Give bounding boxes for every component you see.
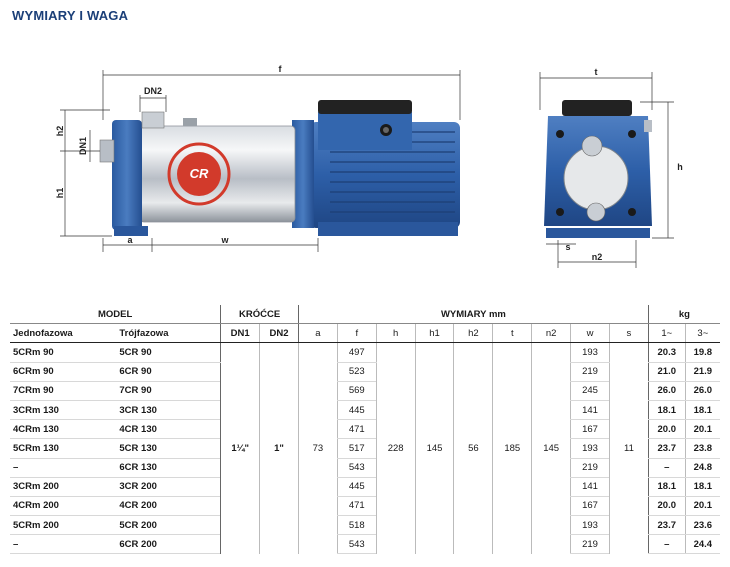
- cell-w: 193: [571, 439, 610, 458]
- cell-f: 497: [337, 343, 376, 362]
- cell-kg3: 24.8: [685, 458, 720, 477]
- cell-troj: 5CR 130: [116, 439, 220, 458]
- dim-t-label: t: [594, 67, 598, 77]
- cell-f: 523: [337, 362, 376, 381]
- cell-troj: 6CR 90: [116, 362, 220, 381]
- cell-kg1: 20.3: [648, 343, 685, 362]
- cell-n2: 145: [532, 343, 571, 554]
- cell-f: 471: [337, 496, 376, 515]
- cell-jedno: 6CRm 90: [10, 362, 116, 381]
- col-a: a: [298, 324, 337, 343]
- cr-logo: CR: [189, 166, 209, 181]
- cell-kg3: 20.1: [685, 496, 720, 515]
- cell-w: 219: [571, 362, 610, 381]
- cell-dn1: 1¼": [221, 343, 260, 554]
- cell-f: 543: [337, 535, 376, 554]
- cell-troj: 4CR 130: [116, 420, 220, 439]
- cell-kg3: 18.1: [685, 477, 720, 496]
- dim-dn2-label: DN2: [143, 86, 163, 96]
- cell-kg1: –: [648, 458, 685, 477]
- cell-jedno: –: [10, 458, 116, 477]
- cell-h2: 56: [454, 343, 493, 554]
- cell-w: 167: [571, 420, 610, 439]
- dim-s-label: s: [565, 242, 571, 252]
- group-wymiary: WYMIARY mm: [298, 305, 648, 324]
- cell-kg1: 20.0: [648, 420, 685, 439]
- col-f: f: [337, 324, 376, 343]
- cell-troj: 6CR 130: [116, 458, 220, 477]
- dim-dn1-label: DN1: [78, 136, 88, 156]
- cell-f: 543: [337, 458, 376, 477]
- cell-troj: 5CR 90: [116, 343, 220, 362]
- cell-troj: 7CR 90: [116, 381, 220, 400]
- cell-w: 193: [571, 343, 610, 362]
- cell-kg3: 23.8: [685, 439, 720, 458]
- dimensions-weight-table: [10, 305, 720, 554]
- cell-f: 517: [337, 439, 376, 458]
- col-h2: h2: [454, 324, 493, 343]
- col-h: h: [376, 324, 415, 343]
- col-t: t: [493, 324, 532, 343]
- cell-kg1: 23.7: [648, 516, 685, 535]
- cell-dn2: 1": [260, 343, 299, 554]
- col-w: w: [571, 324, 610, 343]
- col-kg3: 3~: [685, 324, 720, 343]
- cell-kg3: 19.8: [685, 343, 720, 362]
- cell-kg1: –: [648, 535, 685, 554]
- cell-jedno: 7CRm 90: [10, 381, 116, 400]
- cell-a: 73: [298, 343, 337, 554]
- cell-jedno: 4CRm 200: [10, 496, 116, 515]
- cell-kg3: 26.0: [685, 381, 720, 400]
- cell-jedno: 3CRm 200: [10, 477, 116, 496]
- cell-kg3: 21.9: [685, 362, 720, 381]
- cell-h: 228: [376, 343, 415, 554]
- front-view: [544, 100, 652, 238]
- cell-f: 471: [337, 420, 376, 439]
- cell-troj: 5CR 200: [116, 516, 220, 535]
- cell-w: 141: [571, 477, 610, 496]
- cell-kg3: 18.1: [685, 400, 720, 419]
- table-row: [10, 343, 720, 362]
- cell-f: 518: [337, 516, 376, 535]
- dim-f-label: f: [278, 64, 282, 74]
- cell-jedno: 5CRm 200: [10, 516, 116, 535]
- group-model: MODEL: [10, 305, 221, 324]
- cell-troj: 6CR 200: [116, 535, 220, 554]
- cell-jedno: 5CRm 130: [10, 439, 116, 458]
- cell-kg1: 23.7: [648, 439, 685, 458]
- cell-kg1: 26.0: [648, 381, 685, 400]
- cell-jedno: 3CRm 130: [10, 400, 116, 419]
- cell-kg1: 18.1: [648, 477, 685, 496]
- col-jednofazowa: Jednofazowa: [10, 324, 116, 343]
- dim-h1-label: h1: [55, 187, 65, 199]
- dim-w-label: w: [221, 235, 229, 245]
- cell-f: 569: [337, 381, 376, 400]
- dim-h2-label: h2: [55, 125, 65, 137]
- dim-h-label: h: [677, 162, 683, 172]
- col-dn2: DN2: [260, 324, 299, 343]
- cell-kg1: 20.0: [648, 496, 685, 515]
- dim-n2-label: n2: [591, 252, 603, 262]
- cell-troj: 3CR 200: [116, 477, 220, 496]
- col-dn1: DN1: [221, 324, 260, 343]
- cell-kg3: 23.6: [685, 516, 720, 535]
- cell-w: 167: [571, 496, 610, 515]
- cell-t: 185: [493, 343, 532, 554]
- cell-jedno: 5CRm 90: [10, 343, 116, 362]
- cell-w: 219: [571, 535, 610, 554]
- cell-f: 445: [337, 477, 376, 496]
- cell-jedno: 4CRm 130: [10, 420, 116, 439]
- cell-f: 445: [337, 400, 376, 419]
- cell-w: 245: [571, 381, 610, 400]
- group-kg: kg: [648, 305, 720, 324]
- cell-troj: 4CR 200: [116, 496, 220, 515]
- col-s: s: [609, 324, 648, 343]
- cell-kg1: 21.0: [648, 362, 685, 381]
- side-view: [100, 100, 460, 236]
- col-h1: h1: [415, 324, 454, 343]
- cell-w: 193: [571, 516, 610, 535]
- col-trojfazowa: Trójfazowa: [116, 324, 220, 343]
- col-n2: n2: [532, 324, 571, 343]
- dim-a-label: a: [127, 235, 133, 245]
- cell-jedno: –: [10, 535, 116, 554]
- cell-kg3: 20.1: [685, 420, 720, 439]
- cell-s: 11: [609, 343, 648, 554]
- page-title: WYMIARY I WAGA: [12, 8, 129, 23]
- cell-w: 141: [571, 400, 610, 419]
- cell-troj: 3CR 130: [116, 400, 220, 419]
- group-krocce: KRÓĆCE: [221, 305, 299, 324]
- cell-kg3: 24.4: [685, 535, 720, 554]
- cell-w: 219: [571, 458, 610, 477]
- cell-kg1: 18.1: [648, 400, 685, 419]
- col-kg1: 1~: [648, 324, 685, 343]
- cell-h1: 145: [415, 343, 454, 554]
